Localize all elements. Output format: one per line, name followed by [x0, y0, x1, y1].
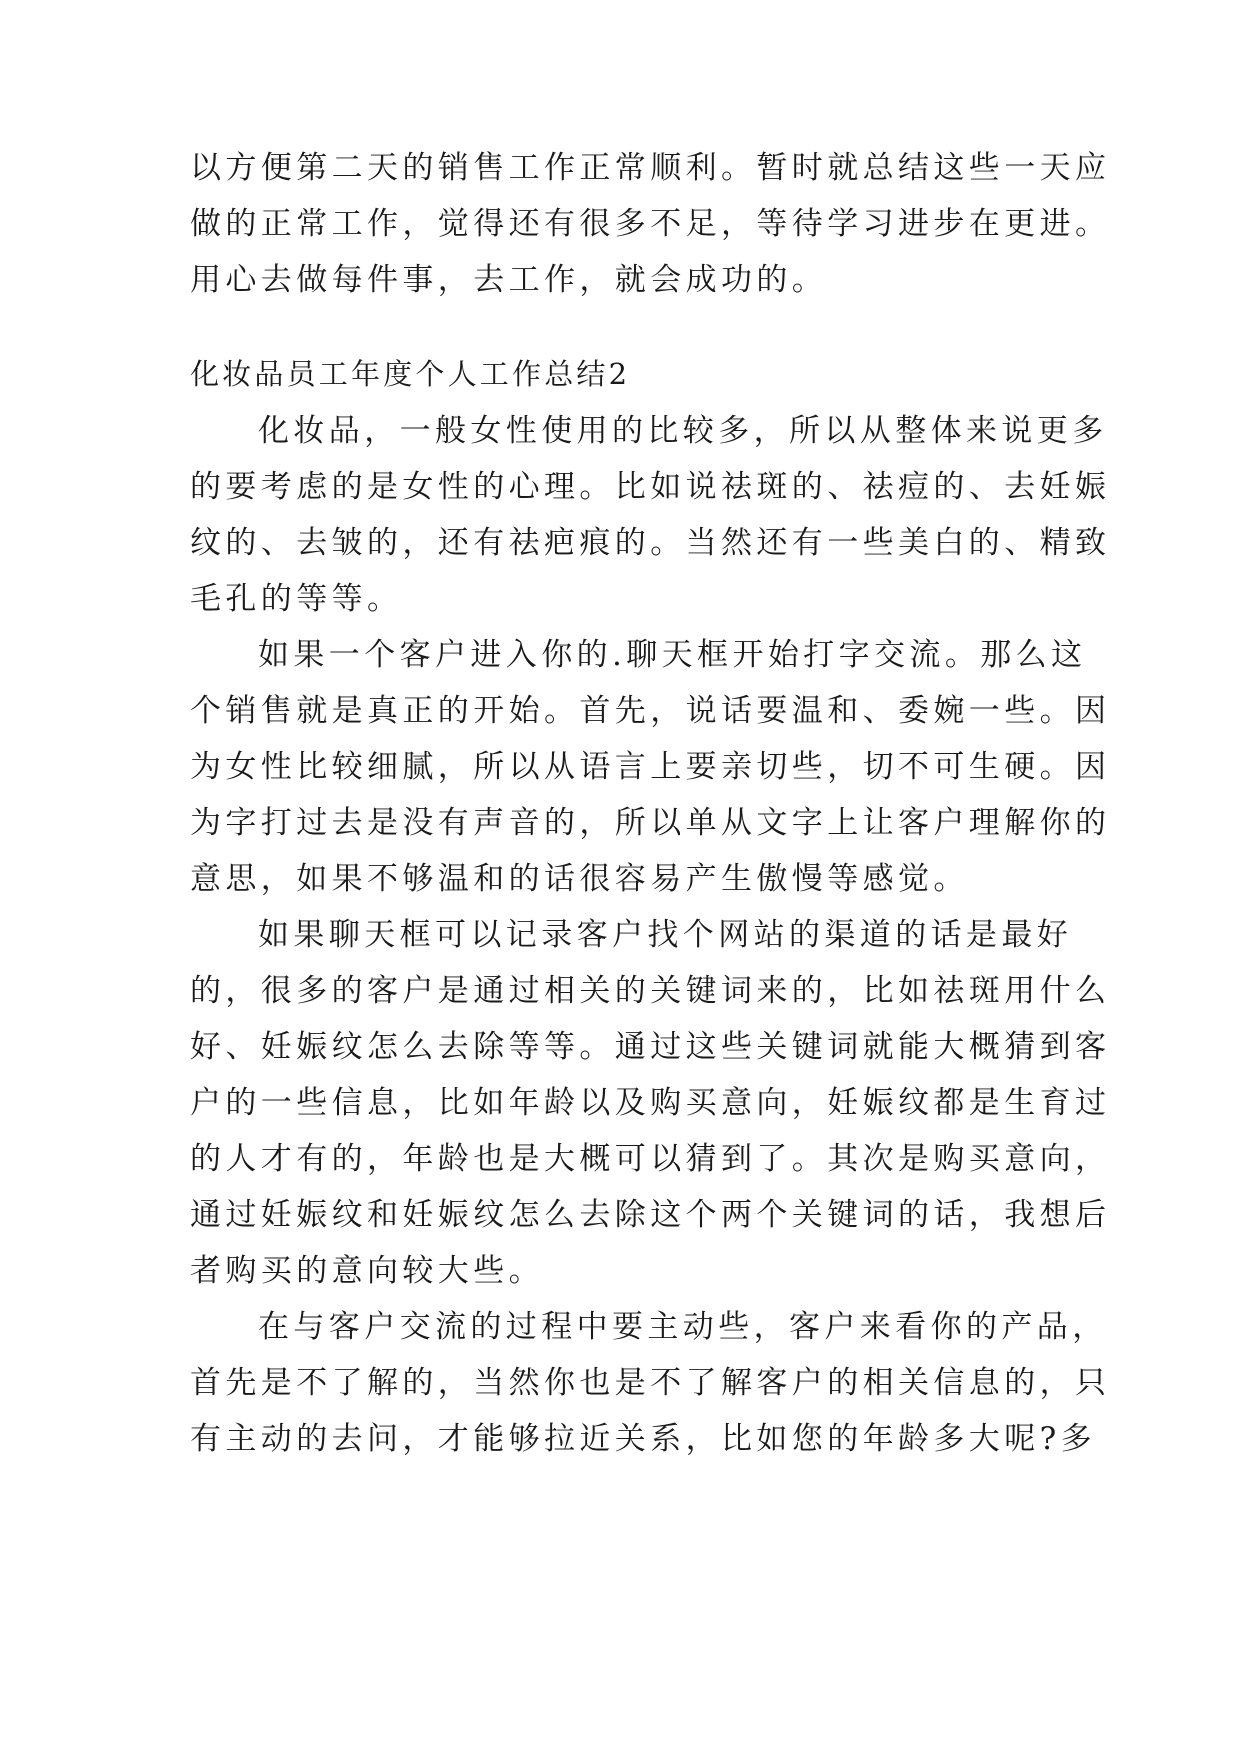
- text-line: 的人才有的，年龄也是大概可以猜到了。其次是购买意向，: [190, 1141, 1111, 1177]
- paragraph-4: [190, 1299, 1111, 1467]
- text-line: 个销售就是真正的开始。首先，说话要温和、委婉一些。因: [190, 693, 1111, 729]
- section-title-block: [190, 346, 1070, 402]
- text-line: 首先是不了解的，当然你也是不了解客户的相关信息的，只: [190, 1365, 1111, 1401]
- text-line: 化妆品，一般女性使用的比较多，所以从整体来说更多: [258, 413, 1108, 449]
- text-line: 户的一些信息，比如年龄以及购买意向，妊娠纹都是生育过: [190, 1085, 1111, 1121]
- text-line: 的，很多的客户是通过相关的关键词来的，比如祛斑用什么: [190, 973, 1111, 1009]
- text-line: 做的正常工作，觉得还有很多不足，等待学习进步在更进。: [190, 206, 1111, 242]
- paragraph-3: [190, 907, 1111, 1299]
- text-line: 者购买的意向较大些。: [190, 1253, 544, 1289]
- text-line: 毛孔的等等。: [190, 581, 403, 617]
- text-line: 以方便第二天的销售工作正常顺利。暂时就总结这些一天应: [190, 150, 1111, 186]
- text-line: 通过妊娠纹和妊娠纹怎么去除这个两个关键词的话，我想后: [190, 1197, 1111, 1233]
- text-line: 为字打过去是没有声音的，所以单从文字上让客户理解你的: [190, 805, 1111, 841]
- section-title: 化妆品员工年度个人工作总结2: [190, 357, 631, 391]
- paragraph-2: [190, 627, 1111, 907]
- intro-paragraph: [190, 140, 1111, 308]
- paragraph-1: [190, 403, 1111, 627]
- text-line: 用心去做每件事，去工作，就会成功的。: [190, 262, 828, 298]
- text-line: 意思，如果不够温和的话很容易产生傲慢等感觉。: [190, 861, 969, 897]
- text-line: 的要考虑的是女性的心理。比如说祛斑的、祛痘的、去妊娠: [190, 469, 1111, 505]
- text-line: 在与客户交流的过程中要主动些，客户来看你的产品，: [258, 1309, 1108, 1345]
- text-line: 如果聊天框可以记录客户找个网站的渠道的话是最好: [258, 917, 1073, 953]
- text-line: 为女性比较细腻，所以从语言上要亲切些，切不可生硬。因: [190, 749, 1111, 785]
- text-line: 有主动的去问，才能够拉近关系，比如您的年龄多大呢?多: [190, 1421, 1097, 1457]
- text-line: 如果一个客户进入你的.聊天框开始打字交流。那么这: [258, 637, 1087, 673]
- text-line: 好、妊娠纹怎么去除等等。通过这些关键词就能大概猜到客: [190, 1029, 1111, 1065]
- text-line: 纹的、去皱的，还有祛疤痕的。当然还有一些美白的、精致: [190, 525, 1111, 561]
